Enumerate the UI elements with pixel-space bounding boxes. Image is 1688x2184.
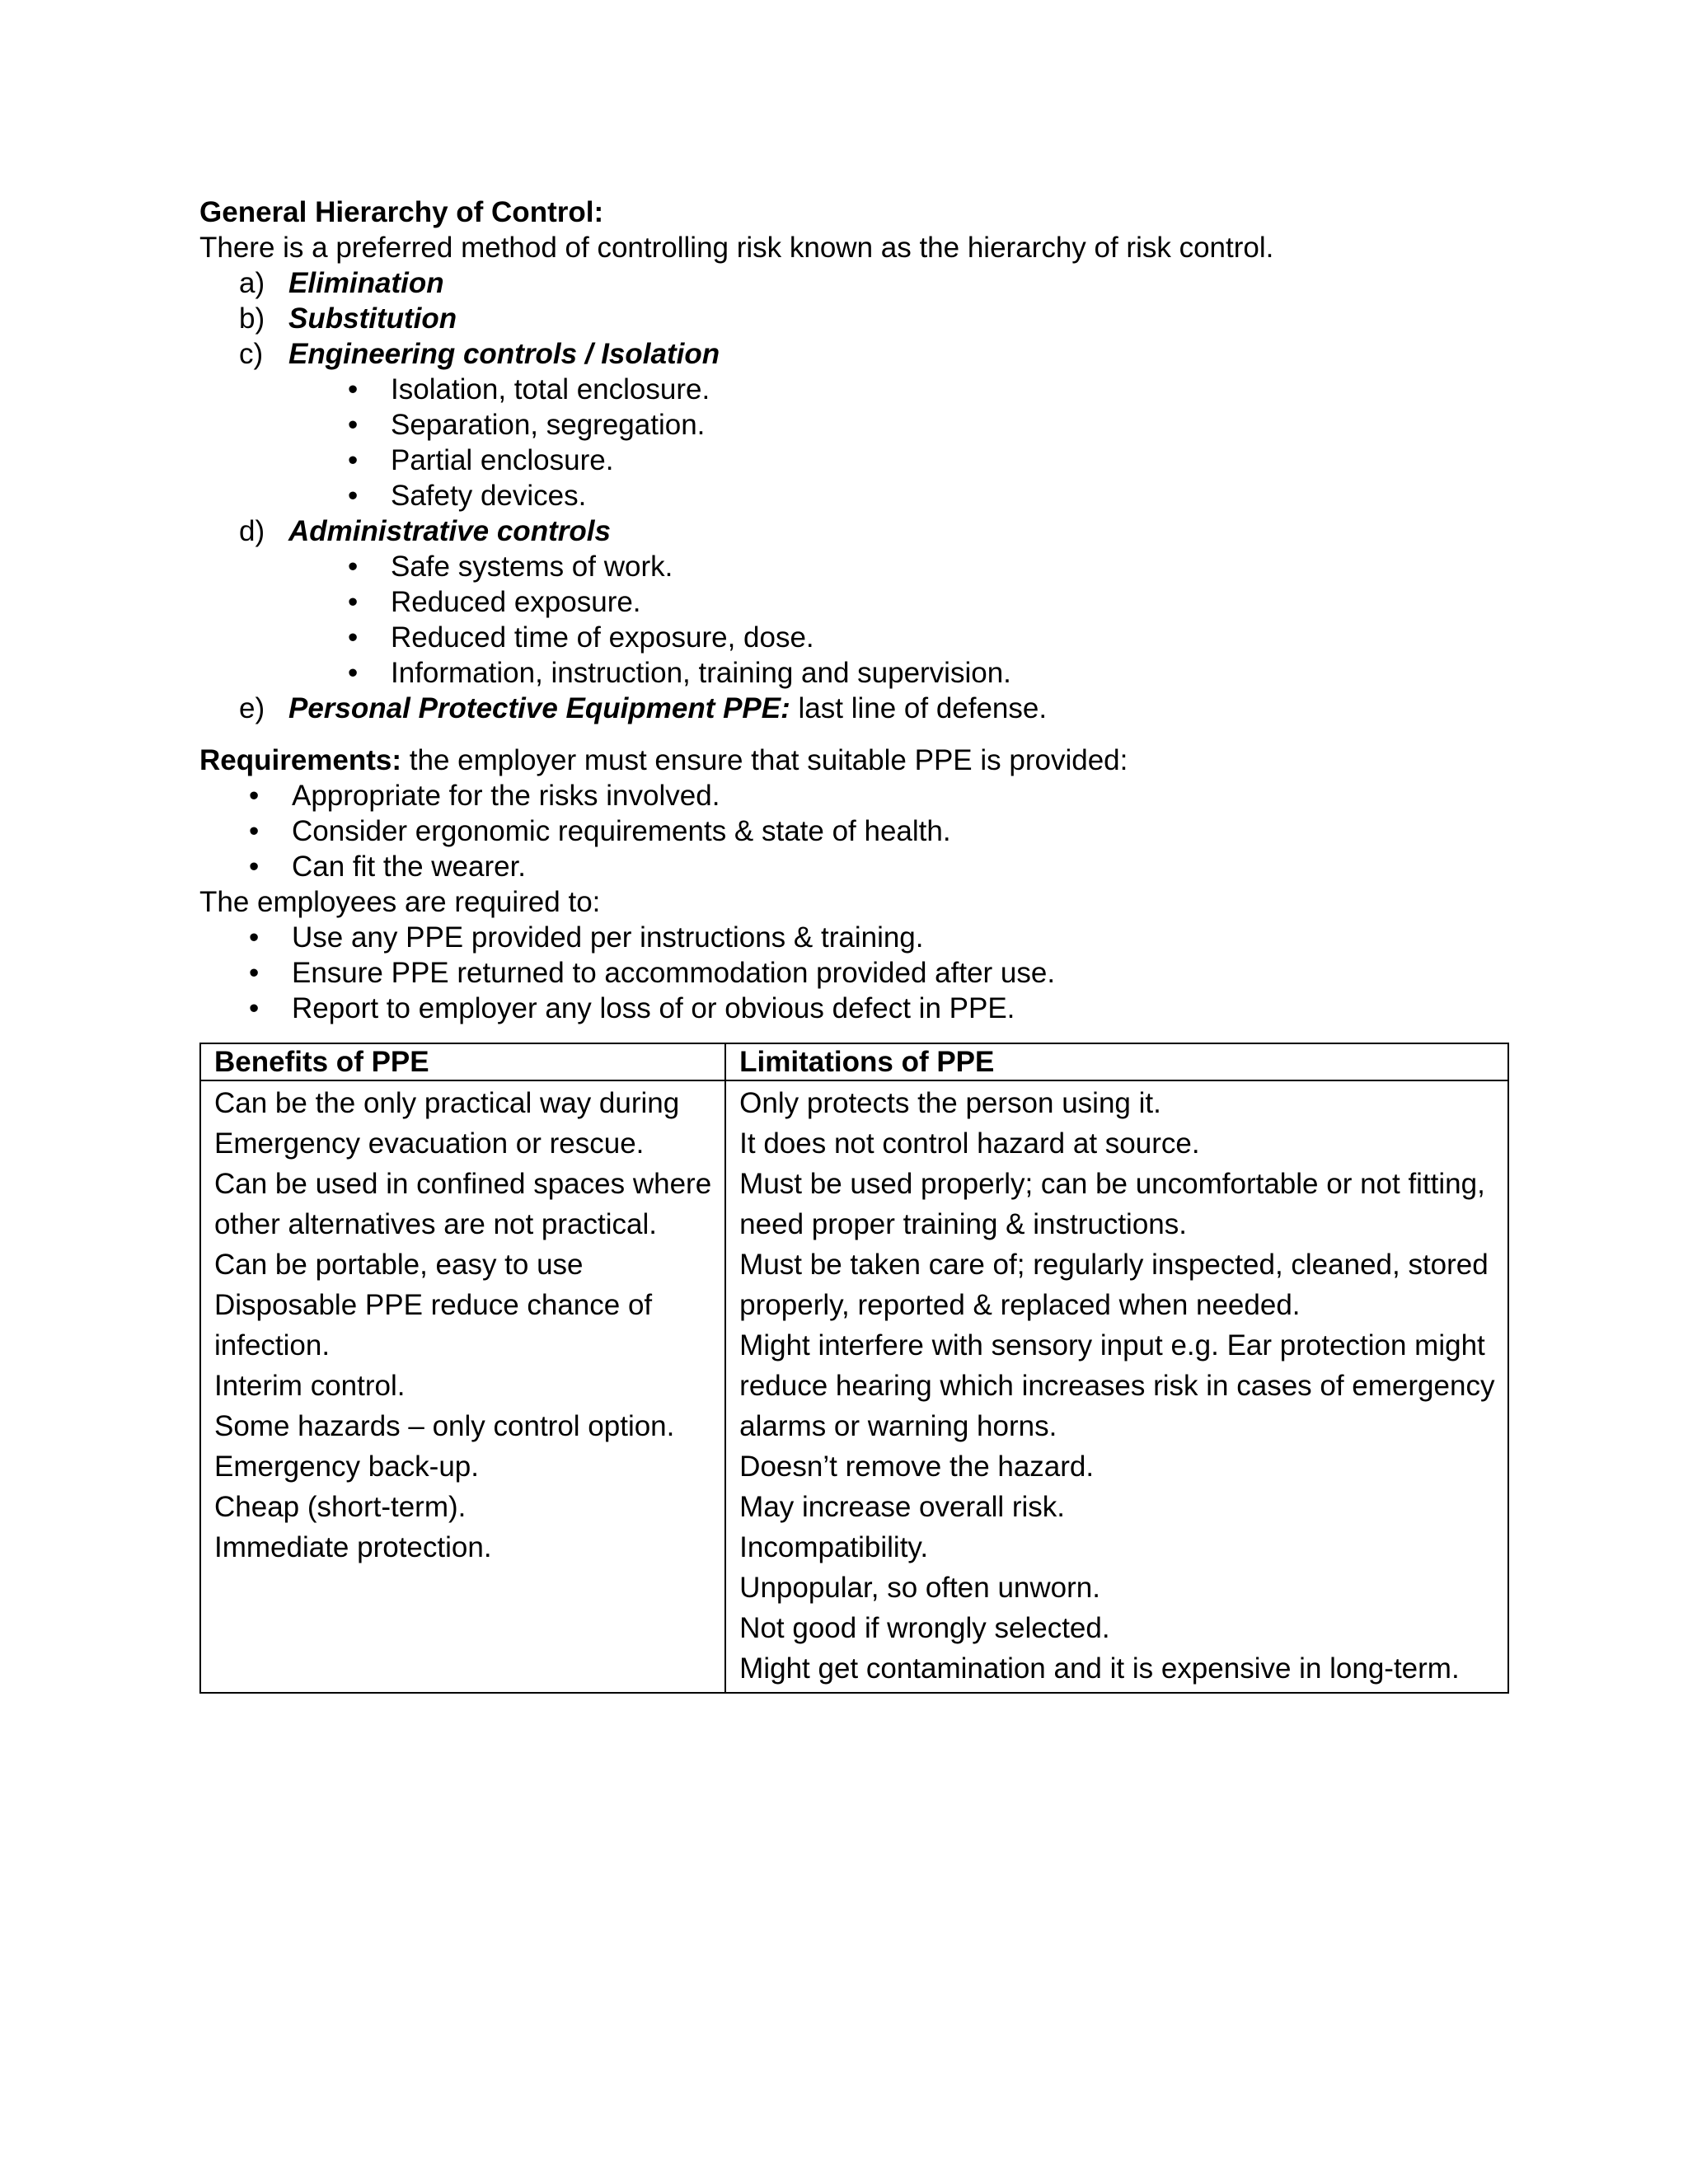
limitation-line: reduce hearing which increases risk in cases of emergency — [739, 1370, 1495, 1402]
list-item — [199, 778, 1493, 813]
limitation-line: properly, reported & replaced when needed. — [739, 1289, 1301, 1321]
hierarchy-list — [199, 265, 1493, 726]
list-item — [199, 443, 1493, 478]
benefit-line: Emergency evacuation or rescue. — [214, 1127, 645, 1160]
hierarchy-item-engineering — [199, 336, 1493, 372]
hierarchy-item-label: Elimination — [288, 267, 444, 299]
limitation-line: Must be used properly; can be uncomfortable or not fitting, — [739, 1168, 1485, 1200]
hierarchy-item-ppe — [199, 691, 1493, 726]
hierarchy-item-label: Personal Protective Equipment PPE: — [288, 692, 790, 724]
list-item-text: Appropriate for the risks involved. — [292, 780, 720, 812]
benefit-line: Can be portable, easy to use — [214, 1249, 584, 1281]
limitation-line: Might get contamination and it is expensive in long-term. — [739, 1652, 1460, 1685]
list-item — [199, 584, 1493, 620]
list-item — [199, 813, 1493, 849]
hierarchy-item-suffix: last line of defense. — [790, 692, 1048, 724]
list-item-text: Isolation, total enclosure. — [391, 373, 710, 405]
benefit-line: Immediate protection. — [214, 1531, 492, 1563]
benefit-line: Can be the only practical way during — [214, 1087, 680, 1119]
list-item — [199, 478, 1493, 513]
hierarchy-item-label: Administrative controls — [288, 515, 611, 547]
list-marker: b) — [239, 302, 265, 335]
limitation-line: Incompatibility. — [739, 1531, 929, 1563]
list-marker: a) — [239, 267, 265, 299]
list-item-text: Use any PPE provided per instructions & training. — [292, 921, 924, 954]
requirements-intro: the employer must ensure that suitable PPE is provided: — [401, 744, 1128, 776]
benefit-line: Cheap (short-term). — [214, 1491, 467, 1523]
requirements-title: Requirements: — [199, 744, 402, 776]
bullet-icon: • — [348, 657, 359, 689]
bullet-icon: • — [249, 780, 260, 812]
bullet-icon: • — [348, 621, 359, 654]
hierarchy-item-administrative — [199, 513, 1493, 549]
ppe-table — [199, 1043, 1509, 1694]
limitation-line: May increase overall risk. — [739, 1491, 1066, 1523]
bullet-icon: • — [348, 373, 359, 405]
list-marker: e) — [239, 692, 265, 724]
list-item — [199, 655, 1493, 691]
benefit-line: other alternatives are not practical. — [214, 1208, 657, 1240]
benefit-line: Some hazards – only control option. — [214, 1410, 675, 1442]
list-item-text: Can fit the wearer. — [292, 851, 527, 883]
list-item-text: Safe systems of work. — [391, 551, 673, 583]
list-marker: c) — [239, 338, 264, 370]
limitations-cell — [725, 1080, 1508, 1693]
table-header-row — [200, 1043, 1508, 1080]
benefits-cell — [200, 1080, 725, 1693]
list-item-text: Safety devices. — [391, 480, 587, 512]
benefits-header: Benefits of PPE — [200, 1043, 725, 1080]
bullet-icon: • — [348, 480, 359, 512]
list-item-text: Information, instruction, training and supervision. — [391, 657, 1011, 689]
hierarchy-item-substitution — [199, 301, 1493, 336]
bullet-icon: • — [249, 921, 260, 954]
limitation-line: Not good if wrongly selected. — [739, 1612, 1110, 1644]
table-row — [200, 1080, 1508, 1693]
list-item — [199, 620, 1493, 655]
list-item — [199, 955, 1493, 991]
hierarchy-item-elimination — [199, 265, 1493, 301]
list-item-text: Partial enclosure. — [391, 444, 614, 476]
limitation-line: Might interfere with sensory input e.g. Ear protection might — [739, 1329, 1485, 1361]
benefit-line: Can be used in confined spaces where — [214, 1168, 712, 1200]
limitation-line: Must be taken care of; regularly inspected, cleaned, stored — [739, 1249, 1489, 1281]
benefit-line: infection. — [214, 1329, 331, 1361]
limitation-line: Doesn’t remove the hazard. — [739, 1451, 1095, 1483]
requirements-intro-line — [199, 743, 1493, 778]
bullet-icon: • — [348, 409, 359, 441]
list-item — [199, 407, 1493, 443]
limitation-line: need proper training & instructions. — [739, 1208, 1187, 1240]
list-item-text: Ensure PPE returned to accommodation provided after use. — [292, 957, 1056, 989]
limitation-line: alarms or warning horns. — [739, 1410, 1057, 1442]
list-item — [199, 920, 1493, 955]
list-item — [199, 991, 1493, 1026]
hierarchy-title: General Hierarchy of Control: — [199, 196, 604, 228]
list-item-text: Reduced exposure. — [391, 586, 641, 618]
list-item — [199, 849, 1493, 884]
list-item-text: Consider ergonomic requirements & state of health. — [292, 815, 951, 847]
benefit-line: Disposable PPE reduce chance of — [214, 1289, 653, 1321]
list-marker: d) — [239, 515, 265, 547]
list-item-text: Reduced time of exposure, dose. — [391, 621, 814, 654]
list-item — [199, 549, 1493, 584]
list-item — [199, 372, 1493, 407]
bullet-icon: • — [348, 444, 359, 476]
employees-intro: The employees are required to: — [199, 886, 601, 918]
bullet-icon: • — [249, 992, 260, 1024]
limitation-line: Only protects the person using it. — [739, 1087, 1161, 1119]
requirements-section — [199, 743, 1493, 1026]
hierarchy-item-label: Substitution — [288, 302, 457, 335]
hierarchy-item-label: Engineering controls / Isolation — [288, 338, 720, 370]
limitations-header: Limitations of PPE — [725, 1043, 1508, 1080]
hierarchy-intro: There is a preferred method of controlling risk known as the hierarchy of risk control. — [199, 232, 1274, 264]
bullet-icon: • — [348, 586, 359, 618]
benefit-line: Interim control. — [214, 1370, 406, 1402]
bullet-icon: • — [249, 957, 260, 989]
list-item-text: Report to employer any loss of or obvious defect in PPE. — [292, 992, 1015, 1024]
document-page — [199, 194, 1493, 1694]
list-item-text: Separation, segregation. — [391, 409, 706, 441]
limitation-line: It does not control hazard at source. — [739, 1127, 1200, 1160]
bullet-icon: • — [348, 551, 359, 583]
benefit-line: Emergency back-up. — [214, 1451, 479, 1483]
bullet-icon: • — [249, 815, 260, 847]
bullet-icon: • — [249, 851, 260, 883]
limitation-line: Unpopular, so often unworn. — [739, 1572, 1100, 1604]
